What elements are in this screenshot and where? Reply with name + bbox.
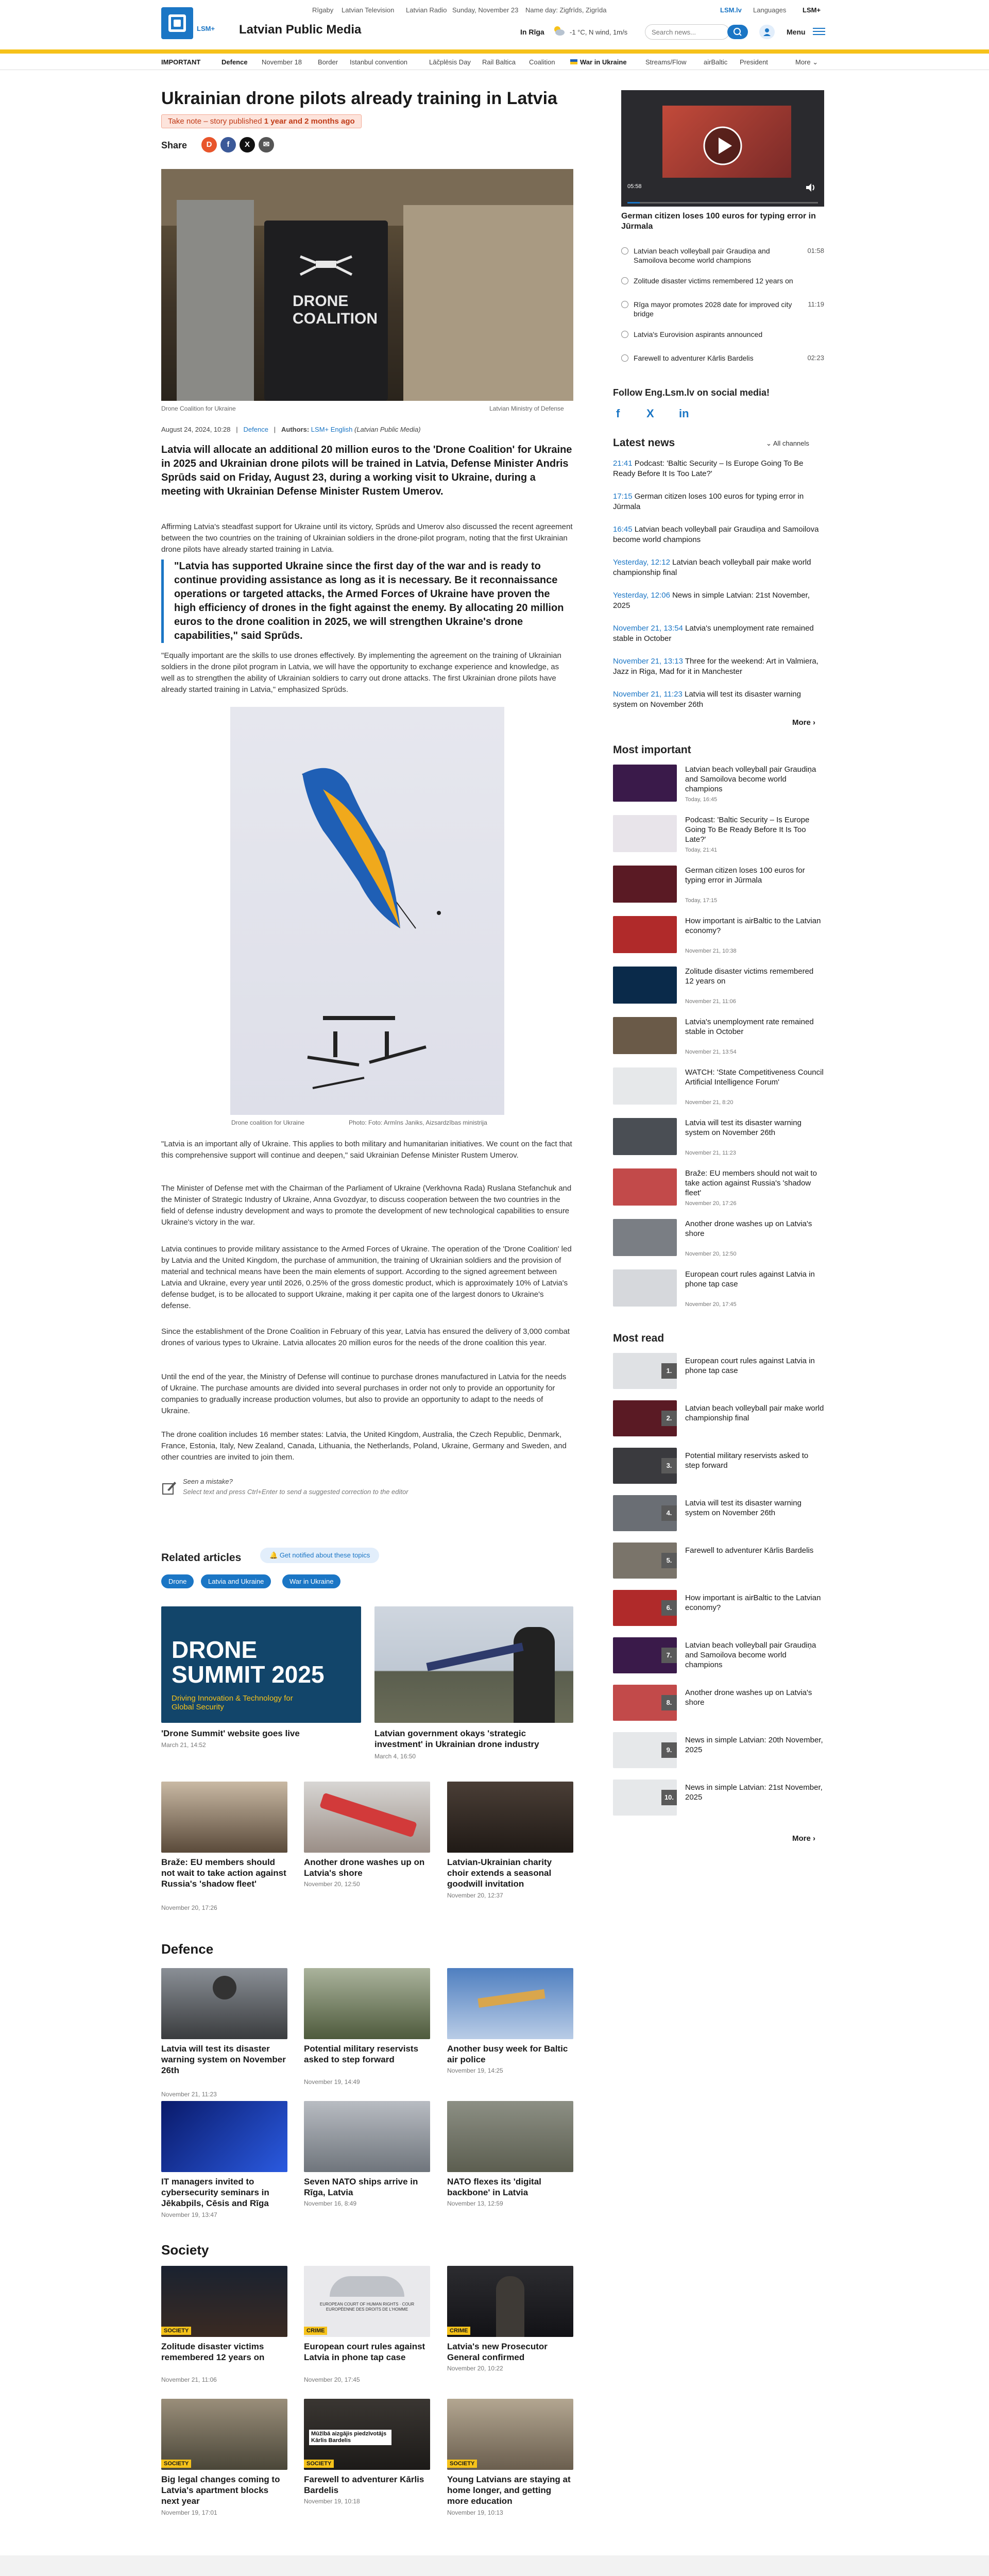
- most-read-title[interactable]: European court rules against Latvia in phone tap case: [685, 1357, 815, 1375]
- video-item[interactable]: [621, 330, 824, 340]
- most-important-date: November 21, 13:54: [685, 1049, 737, 1055]
- defence-card-3-image[interactable]: [447, 1968, 573, 2039]
- defence-card-5-date: November 16, 8:49: [304, 2200, 357, 2207]
- article-paragraph-5: Latvia continues to provide military assistance to the Armed Forces of Ukraine. The operation of the 'Drone Coalition' led by Latvia and the United Kingdom, the purchase of ammunition, the training of Ukrainian soldiers and the provision of material and technical means have been the main elements of support. According to the signed agreement between Latvia and Ukraine, every year until 2026, 0.25% of the gross domestic product, which is approximately 10% of Latvia's defense budget, is to be allocated to support Ukraine, making it per capita one of the largest donors to Ukraine's defense.: [161, 1245, 572, 1310]
- photo2-caption: Drone coalition for Ukraine: [231, 1119, 305, 1126]
- video-item[interactable]: [621, 246, 824, 267]
- related-heading: Related articles: [161, 1552, 242, 1564]
- most-read-title[interactable]: Potential military reservists asked to step forward: [685, 1451, 809, 1470]
- author-link[interactable]: LSM+ English: [311, 426, 353, 433]
- defence-card-1-date: November 21, 11:23: [161, 2091, 217, 2098]
- top-link-rigaby[interactable]: Rīgaby: [312, 6, 334, 14]
- related-card-2-image[interactable]: [374, 1606, 573, 1723]
- defence-card-5-title[interactable]: Seven NATO ships arrive in Rīga, Latvia: [304, 2177, 418, 2197]
- society-card-5-date: November 19, 10:18: [304, 2498, 360, 2505]
- article-category-link[interactable]: Defence: [243, 426, 268, 433]
- court-building-figure: [330, 2276, 404, 2297]
- chevron-down-icon: ⌄: [766, 439, 772, 447]
- share-email-icon[interactable]: ✉: [259, 137, 274, 152]
- latest-item-title: Three for the weekend: Art in Valmiera, Jazz in Riga, Mad for it in Manchester: [613, 657, 819, 676]
- top-link-radio[interactable]: Latvian Radio: [406, 6, 447, 14]
- video-item-title: Rīga mayor promotes 2028 date for improved city bridge: [634, 300, 792, 318]
- most-read-title[interactable]: Latvia will test its disaster warning system on November 26th: [685, 1499, 802, 1517]
- related-card-2-date: March 4, 16:50: [374, 1753, 416, 1760]
- defence-heading: Defence: [161, 1941, 214, 1957]
- most-important-date: November 21, 11:06: [685, 998, 736, 1005]
- old-note-prefix: Take note – story published: [168, 117, 264, 126]
- latest-item-title: Latvian beach volleyball pair make world championship final: [613, 558, 811, 577]
- share-draugiem-icon[interactable]: D: [201, 137, 217, 152]
- photo1-caption: Drone Coalition for Ukraine: [161, 405, 236, 412]
- volume-icon[interactable]: [805, 182, 816, 193]
- most-important-title[interactable]: European court rules against Latvia in phone tap case: [685, 1270, 815, 1289]
- most-important-date: November 21, 8:20: [685, 1099, 734, 1106]
- latest-item[interactable]: [613, 590, 825, 611]
- crate-left: [177, 200, 254, 401]
- most-important-title[interactable]: How important is airBaltic to the Latvian economy?: [685, 917, 821, 935]
- chevron-down-icon: ⌄: [812, 58, 819, 66]
- defence-card-3-date: November 19, 14:25: [447, 2067, 503, 2074]
- search-icon: [727, 25, 748, 39]
- play-circle-icon: [621, 277, 628, 284]
- mistake-title: Seen a mistake?: [183, 1478, 233, 1485]
- siren-figure: [213, 1976, 236, 1999]
- most-read-title[interactable]: Farewell to adventurer Kārlis Bardelis: [685, 1546, 814, 1555]
- video-item-duration: 01:58: [807, 247, 824, 255]
- jet-figure: [478, 1989, 545, 2008]
- most-important-title[interactable]: Braže: EU members should not wait to take action against Russia's 'shadow fleet': [685, 1169, 817, 1197]
- languages-label[interactable]: Languages: [753, 6, 787, 14]
- most-read-number: 10.: [661, 1790, 677, 1805]
- latest-item-title: Latvian beach volleyball pair Graudiņa and Samoilova become world champions: [613, 525, 819, 544]
- latest-item-title: Latvia's unemployment rate remained stable in October: [613, 624, 814, 643]
- most-important-title[interactable]: Latvian beach volleyball pair Graudiņa and Samoilova become world champions: [685, 765, 816, 793]
- latest-item-title: Latvia will test its disaster warning system on November 26th: [613, 690, 801, 709]
- most-read-title[interactable]: News in simple Latvian: 20th November, 2025: [685, 1736, 823, 1754]
- play-circle-icon: [621, 331, 628, 338]
- most-important-thumb[interactable]: [613, 765, 677, 802]
- society-card-4-date: November 19, 17:01: [161, 2509, 217, 2516]
- latest-more-label: More: [792, 718, 811, 727]
- most-important-title[interactable]: Another drone washes up on Latvia's shore: [685, 1219, 812, 1238]
- most-read-number: 6.: [661, 1600, 677, 1616]
- defence-card-4-image[interactable]: [161, 2101, 287, 2172]
- nav-item-lacplesis[interactable]: Lāčplēsis Day: [429, 58, 471, 66]
- latest-item-time: November 21, 13:54: [613, 624, 683, 633]
- most-important-thumb[interactable]: [613, 916, 677, 953]
- latest-item-time: Yesterday, 12:06: [613, 591, 670, 600]
- latest-item[interactable]: [613, 492, 825, 512]
- all-channels-label: All channels: [773, 439, 809, 447]
- drone-icon: [295, 246, 357, 282]
- most-read-number: 3.: [661, 1458, 677, 1473]
- most-important-heading: Most important: [613, 744, 691, 756]
- play-circle-icon: [621, 354, 628, 362]
- all-channels-dropdown[interactable]: [766, 439, 809, 448]
- nav-important-label: IMPORTANT: [161, 58, 201, 66]
- related-card-5-date: November 20, 12:37: [447, 1892, 503, 1899]
- video-item[interactable]: [621, 353, 824, 364]
- nav-more-label: More: [795, 58, 811, 66]
- nav-item-president[interactable]: President: [740, 58, 768, 66]
- related-card-4-title[interactable]: Another drone washes up on Latvia's shore: [304, 1857, 425, 1878]
- name-day: Name day: Zigfrīds, Zigrīda: [525, 6, 607, 14]
- related-card-3-title[interactable]: Braže: EU members should not wait to take action against Russia's 'shadow fleet': [161, 1857, 286, 1889]
- drone-coalition-bag: [264, 221, 388, 401]
- defence-card-2-image[interactable]: [304, 1968, 430, 2039]
- nav-item-streams[interactable]: Streams/Flow: [645, 58, 687, 66]
- most-read-title[interactable]: How important is airBaltic to the Latvian economy?: [685, 1594, 821, 1612]
- flag-and-drone-illustration: [230, 707, 504, 1115]
- most-important-date: Today, 17:15: [685, 897, 718, 904]
- defence-card-3-title[interactable]: Another busy week for Baltic air police: [447, 2044, 568, 2064]
- nav-item-istanbul[interactable]: Istanbul convention: [350, 58, 408, 66]
- authors-label: Authors:: [281, 426, 310, 433]
- play-circle-icon: [621, 247, 628, 255]
- lsm-lv-link[interactable]: LSM.lv: [720, 6, 742, 14]
- author-org: (Latvian Public Media): [354, 426, 421, 433]
- bell-icon: 🔔: [269, 1551, 278, 1559]
- video-item-title: Latvia's Eurovision aspirants announced: [634, 330, 763, 338]
- tag-drone[interactable]: Drone: [161, 1574, 194, 1588]
- defence-card-2-title[interactable]: Potential military reservists asked to step forward: [304, 2044, 419, 2064]
- article-paragraph-4: The Minister of Defense met with the Chairman of the Parliament of Ukraine (Verkhovna Rada) Ruslana Stefanchuk and the Minister of Strategic Industry of Ukraine, Anna Gvozdyar, to discuss cooperation between the two countries in the field of defense industry development and ways to promote the development of new technological capabilities to ensure Ukraine's victory in the war.: [161, 1184, 572, 1227]
- most-read-number: 4.: [661, 1505, 677, 1521]
- article-paragraph-8: The drone coalition includes 16 member states: Latvia, the United Kingdom, Australia, the Czech Republic, Denmark, France, Estonia, Italy, New Zealand, Canada, Lithuania, the Netherlands, Poland, Ukraine, Germany and Sweden, and other countries are invited to join them.: [161, 1430, 567, 1462]
- article-title: Ukrainian drone pilots already training in Latvia: [161, 89, 557, 108]
- video-item[interactable]: [621, 300, 824, 320]
- most-important-title[interactable]: Zolitude disaster victims remembered 12 years on: [685, 967, 814, 986]
- video-item-title: Zolitude disaster victims remembered 12 years on: [634, 277, 793, 285]
- society-badge-2: SOCIETY: [161, 2460, 191, 2468]
- society-card-6-date: November 19, 10:13: [447, 2509, 503, 2516]
- latest-more-button[interactable]: [792, 718, 815, 727]
- society-heading: Society: [161, 2242, 209, 2258]
- latest-item[interactable]: [613, 459, 825, 479]
- share-x-icon[interactable]: X: [240, 137, 255, 152]
- drone-coalition-bag-print: DRONE COALITION: [293, 293, 378, 327]
- current-date: Sunday, November 23: [452, 6, 519, 14]
- notify-label: Get notified about these topics: [279, 1551, 370, 1559]
- latest-item-time: 17:15: [613, 492, 633, 501]
- article-second-photo: [230, 707, 504, 1115]
- most-important-thumb[interactable]: [613, 815, 677, 852]
- photo1-credit: Latvian Ministry of Defense: [489, 405, 564, 412]
- society-badge: SOCIETY: [161, 2327, 191, 2335]
- video-title[interactable]: German citizen loses 100 euros for typing error in Jūrmala: [621, 212, 816, 231]
- society-card-1-date: November 21, 11:06: [161, 2376, 217, 2383]
- cloud-moon-icon: [553, 25, 565, 37]
- related-card-1-image[interactable]: [161, 1606, 361, 1723]
- search-button[interactable]: [727, 25, 748, 39]
- most-important-date: November 21, 11:23: [685, 1150, 736, 1156]
- latest-item[interactable]: [613, 656, 825, 677]
- latest-news-heading: Latest news: [613, 437, 675, 449]
- defence-card-1-title[interactable]: Latvia will test its disaster warning system on November 26th: [161, 2044, 286, 2075]
- notify-topics-button[interactable]: [260, 1548, 379, 1563]
- defence-card-6-title[interactable]: NATO flexes its 'digital backbone' in Latvia: [447, 2177, 541, 2197]
- chevron-right-icon: ›: [813, 718, 816, 727]
- most-important-thumb[interactable]: [613, 866, 677, 903]
- defence-card-5-image[interactable]: [304, 2101, 430, 2172]
- most-important-thumb[interactable]: [613, 1017, 677, 1054]
- most-read-more-button[interactable]: [792, 1834, 815, 1843]
- share-facebook-icon[interactable]: f: [220, 137, 236, 152]
- video-item-duration: 11:19: [808, 300, 824, 308]
- most-important-title[interactable]: WATCH: 'State Competitiveness Council Artificial Intelligence Forum': [685, 1068, 824, 1087]
- latest-item-time: November 21, 11:23: [613, 690, 683, 699]
- most-important-title[interactable]: Podcast: 'Baltic Security – Is Europe Going To Be Ready Before It Is Too Late?': [685, 816, 810, 844]
- top-link-ltv[interactable]: Latvian Television: [342, 6, 395, 14]
- drone-summit-subtitle: Driving Innovation & Technology for Global Security: [172, 1694, 293, 1711]
- most-read-heading: Most read: [613, 1332, 664, 1344]
- latest-item[interactable]: [613, 623, 825, 644]
- old-story-notice: [161, 114, 362, 128]
- related-card-3-image[interactable]: [161, 1782, 287, 1853]
- latest-item-title: German citizen loses 100 euros for typing error in Jūrmala: [613, 492, 804, 511]
- nav-item-airbaltic[interactable]: airBaltic: [704, 58, 728, 66]
- weather-location: In Rīga: [520, 28, 544, 36]
- most-important-date: Today, 16:45: [685, 796, 718, 803]
- most-read-number: 7.: [661, 1648, 677, 1663]
- latest-item[interactable]: [613, 689, 825, 710]
- article-date: August 24, 2024, 10:28: [161, 426, 231, 433]
- related-card-5-image[interactable]: [447, 1782, 573, 1853]
- related-card-4-image[interactable]: [304, 1782, 430, 1853]
- lsm-plus-label: LSM+: [197, 25, 215, 32]
- society-badge-3: SOCIETY: [304, 2460, 334, 2468]
- article-paragraph-7: Until the end of the year, the Ministry of Defense will continue to purchase drones manufactured in Latvia for the needs of Ukraine. The purchase amounts are divided into several purchases in order not only to provide an opportunity for companies to gradually increase production volumes, but also to provide an opportunity to adapt to the needs of Ukraine.: [161, 1372, 567, 1415]
- tag-war-ukraine[interactable]: War in Ukraine: [282, 1574, 340, 1588]
- drone-summit-banner: DRONE SUMMIT 2025: [172, 1636, 325, 1688]
- most-read-title[interactable]: Another drone washes up on Latvia's shore: [685, 1688, 812, 1707]
- nav-item-defence[interactable]: Defence: [221, 58, 248, 66]
- latest-item-title: Podcast: 'Baltic Security – Is Europe Going To Be Ready Before It Is Too Late?': [613, 459, 804, 478]
- crime-badge-2: CRIME: [447, 2327, 470, 2335]
- most-read-number: 8.: [661, 1695, 677, 1710]
- society-card-3-title[interactable]: Latvia's new Prosecutor General confirmed: [447, 2342, 548, 2362]
- hamburger-menu-icon[interactable]: [813, 26, 825, 36]
- related-card-2-title[interactable]: Latvian government okays 'strategic investment' in Ukrainian drone industry: [374, 1728, 539, 1749]
- video-item-title: Latvian beach volleyball pair Graudiņa and Samoilova become world champions: [634, 247, 770, 264]
- court-sign: EUROPEAN COURT OF HUMAN RIGHTS · COUR EUROPÉENNE DES DROITS DE L'HOMME: [319, 2302, 415, 2312]
- latest-item[interactable]: [613, 524, 825, 545]
- bardels-overlay: Mūžībā aizgājis piedzīvotājs Kārlis Bardelis: [309, 2430, 391, 2445]
- nav-item-rail-baltica[interactable]: Rail Baltica: [482, 58, 516, 66]
- defence-card-4-date: November 19, 13:47: [161, 2211, 217, 2218]
- defence-card-2-date: November 19, 14:49: [304, 2078, 360, 2086]
- video-time: 05:58: [627, 183, 642, 190]
- most-read-number: 1.: [661, 1363, 677, 1379]
- nav-item-war-in-ukraine[interactable]: War in Ukraine: [580, 58, 627, 66]
- defence-card-1-image[interactable]: [161, 1968, 287, 2039]
- drone-figure: [426, 1642, 523, 1671]
- latest-item-time: Yesterday, 12:12: [613, 558, 670, 567]
- related-card-5-title[interactable]: Latvian-Ukrainian charity choir extends a seasonal goodwill invitation: [447, 1857, 552, 1889]
- society-card-5-title[interactable]: Farewell to adventurer Kārlis Bardelis: [304, 2475, 424, 2495]
- most-read-number: 2.: [661, 1411, 677, 1426]
- mistake-hint: Select text and press Ctrl+Enter to send a suggested correction to the editor: [183, 1488, 408, 1496]
- most-important-date: Today, 21:41: [685, 847, 718, 853]
- society-card-2-title[interactable]: European court rules against Latvia in phone tap case: [304, 2342, 425, 2362]
- defence-card-4-title[interactable]: IT managers invited to cybersecurity seminars in Jēkabpils, Cēsis and Rīga: [161, 2177, 269, 2208]
- most-important-title[interactable]: German citizen loses 100 euros for typing error in Jūrmala: [685, 866, 805, 885]
- most-important-thumb[interactable]: [613, 1118, 677, 1155]
- article-paragraph-6: Since the establishment of the Drone Coalition in February of this year, Latvia has ensured the delivery of 3,000 combat drones of various types to Ukraine. Latvia allocates 20 million euros for the needs of the drone coalition this year.: [161, 1327, 570, 1347]
- article-lede: Latvia will allocate an additional 20 million euros to the 'Drone Coalition' for Ukraine in 2025 and Ukrainian drone pilots will be trained in Latvia, Defense Minister Andris Sprūds said on Friday, August 23, during a working visit to Ukraine, during a meeting with Ukrainian Defense Minister Rustem Umerov.: [161, 444, 572, 497]
- related-card-3-date: November 20, 17:26: [161, 1904, 217, 1911]
- most-read-title[interactable]: Latvian beach volleyball pair Graudiņa and Samoilova become world champions: [685, 1641, 816, 1669]
- society-badge-4: SOCIETY: [447, 2460, 477, 2468]
- latest-item-time: November 21, 13:13: [613, 657, 683, 666]
- x-twitter-icon[interactable]: X: [646, 407, 654, 420]
- nav-item-coalition[interactable]: Coalition: [529, 58, 555, 66]
- article-meta: August 24, 2024, 10:28 | Defence | Authors: LSM+ English (Latvian Public Media): [161, 426, 421, 433]
- most-read-title[interactable]: News in simple Latvian: 21st November, 2025: [685, 1783, 823, 1802]
- most-read-title[interactable]: Latvian beach volleyball pair make world championship final: [685, 1404, 824, 1422]
- user-icon: [759, 25, 775, 39]
- crates-right: [403, 205, 573, 401]
- most-read-number: 5.: [661, 1553, 677, 1568]
- search-input[interactable]: [645, 24, 729, 40]
- related-card-4-date: November 20, 12:50: [304, 1880, 360, 1888]
- society-card-6-title[interactable]: Young Latvians are staying at home longer, and getting more education: [447, 2475, 571, 2506]
- most-important-date: November 21, 10:38: [685, 948, 737, 954]
- society-card-4-title[interactable]: Big legal changes coming to Latvia's apartment blocks next year: [161, 2475, 280, 2506]
- lsm-logo[interactable]: [161, 7, 193, 39]
- society-card-3-date: November 20, 10:22: [447, 2365, 503, 2372]
- article-paragraph-2: "Equally important are the skills to use drones effectively. By implementing the agreement on the training of Ukrainian soldiers in the drone pilot program in Latvia, we will have the opportunity to exchange experience and knowledge, as well as to strengthen the ability of Ukrainian soldiers to carry out drone attacks. The first Ukrainian drone pilots have already started training in Latvia," emphasized Sprūds.: [161, 651, 561, 694]
- play-icon[interactable]: [702, 125, 743, 166]
- washed-drone-figure: [319, 1792, 417, 1837]
- weather-readout: -1 °C, N wind, 1m/s: [570, 28, 628, 36]
- menu-label[interactable]: Menu: [787, 28, 806, 36]
- most-important-thumb[interactable]: [613, 967, 677, 1004]
- most-important-thumb[interactable]: [613, 1067, 677, 1105]
- related-card-1-date: March 21, 14:52: [161, 1741, 206, 1749]
- tag-latvia-ukraine[interactable]: Latvia and Ukraine: [201, 1574, 271, 1588]
- most-important-date: November 20, 12:50: [685, 1251, 737, 1257]
- video-item-title: Farewell to adventurer Kārlis Bardelis: [634, 354, 754, 362]
- language-selector[interactable]: LSM+: [803, 6, 821, 14]
- report-mistake[interactable]: [161, 1477, 439, 1497]
- most-read-more-label: More: [792, 1834, 811, 1843]
- most-important-thumb[interactable]: [613, 1269, 677, 1307]
- article-paragraph-3: "Latvia is an important ally of Ukraine. This applies to both military and humanitarian initiatives. We count on the fact that this comprehensive support will continue and deepen," said Ukrainian Defense Minister Rustem Umerov.: [161, 1140, 572, 1160]
- most-read-number: 9.: [661, 1742, 677, 1758]
- defence-card-6-image[interactable]: [447, 2101, 573, 2172]
- linkedin-icon[interactable]: in: [679, 407, 689, 420]
- crime-badge: CRIME: [304, 2327, 327, 2335]
- most-important-title[interactable]: Latvia's unemployment rate remained stable in October: [685, 1018, 814, 1036]
- video-item-duration: 02:23: [807, 354, 824, 362]
- video-item[interactable]: [621, 276, 824, 286]
- facebook-icon[interactable]: f: [616, 407, 620, 420]
- most-important-thumb[interactable]: [613, 1219, 677, 1256]
- chevron-right-icon: ›: [813, 1834, 816, 1843]
- latest-item-time: 21:41: [613, 459, 633, 468]
- site-footer: [0, 2555, 989, 2576]
- video-player[interactable]: [621, 90, 824, 207]
- most-important-thumb[interactable]: [613, 1168, 677, 1206]
- most-important-date: November 20, 17:26: [685, 1200, 737, 1207]
- share-label: Share: [161, 140, 187, 150]
- latest-item-time: 16:45: [613, 525, 633, 534]
- video-progress-bar[interactable]: [627, 202, 818, 204]
- play-circle-icon: [621, 301, 628, 308]
- pencil-icon: [161, 1480, 177, 1495]
- most-important-title[interactable]: Latvia will test its disaster warning system on November 26th: [685, 1118, 802, 1137]
- ukraine-flag-icon: [570, 59, 577, 64]
- society-card-1-title[interactable]: Zolitude disaster victims remembered 12 years on: [161, 2342, 265, 2362]
- old-note-age: 1 year and 2 months ago: [264, 117, 355, 126]
- society-card-2-date: November 20, 17:45: [304, 2376, 360, 2383]
- social-heading: Follow Eng.Lsm.lv on social media!: [613, 387, 770, 398]
- nav-item-border[interactable]: Border: [318, 58, 338, 66]
- article-main-photo: [161, 169, 573, 401]
- article-quote: "Latvia has supported Ukraine since the first day of the war and is ready to continue providing assistance as long as it is necessary. Be it reconnaissance operations or targeted attacks, the Armed Forces of Ukraine have proven the high efficiency of drones in the fight against the enemy. By allocating 20 million euros to the drone coalition in 2025, we will strengthen Ukraine's drone capabilities," said Sprūds.: [161, 560, 573, 643]
- user-account-button[interactable]: [759, 25, 775, 39]
- defence-card-6-date: November 13, 12:59: [447, 2200, 503, 2207]
- article-paragraph-1: Affirming Latvia's steadfast support for Ukraine until its victory, Sprūds and Umerov also discussed the recent agreement between the two countries on the training of Ukrainian soldiers in the drone-pilot program, noting that the first Ukrainian drone pilots have already started training in Latvia.: [161, 522, 573, 554]
- latest-item-title: News in simple Latvian: 21st November, 2025: [613, 591, 810, 610]
- prosecutor-figure: [496, 2276, 524, 2337]
- most-important-date: November 20, 17:45: [685, 1301, 737, 1308]
- header-accent-stripe: [0, 49, 989, 54]
- site-name[interactable]: Latvian Public Media: [239, 23, 362, 37]
- related-card-1-title[interactable]: 'Drone Summit' website goes live: [161, 1728, 300, 1738]
- photo2-credit: Photo: Foto: Armīns Janiks, Aizsardzības ministrija: [349, 1119, 487, 1126]
- nav-item-november-18[interactable]: November 18: [262, 58, 302, 66]
- soldier-figure: [514, 1627, 555, 1723]
- latest-item[interactable]: [613, 557, 825, 578]
- nav-more-button[interactable]: [795, 58, 818, 66]
